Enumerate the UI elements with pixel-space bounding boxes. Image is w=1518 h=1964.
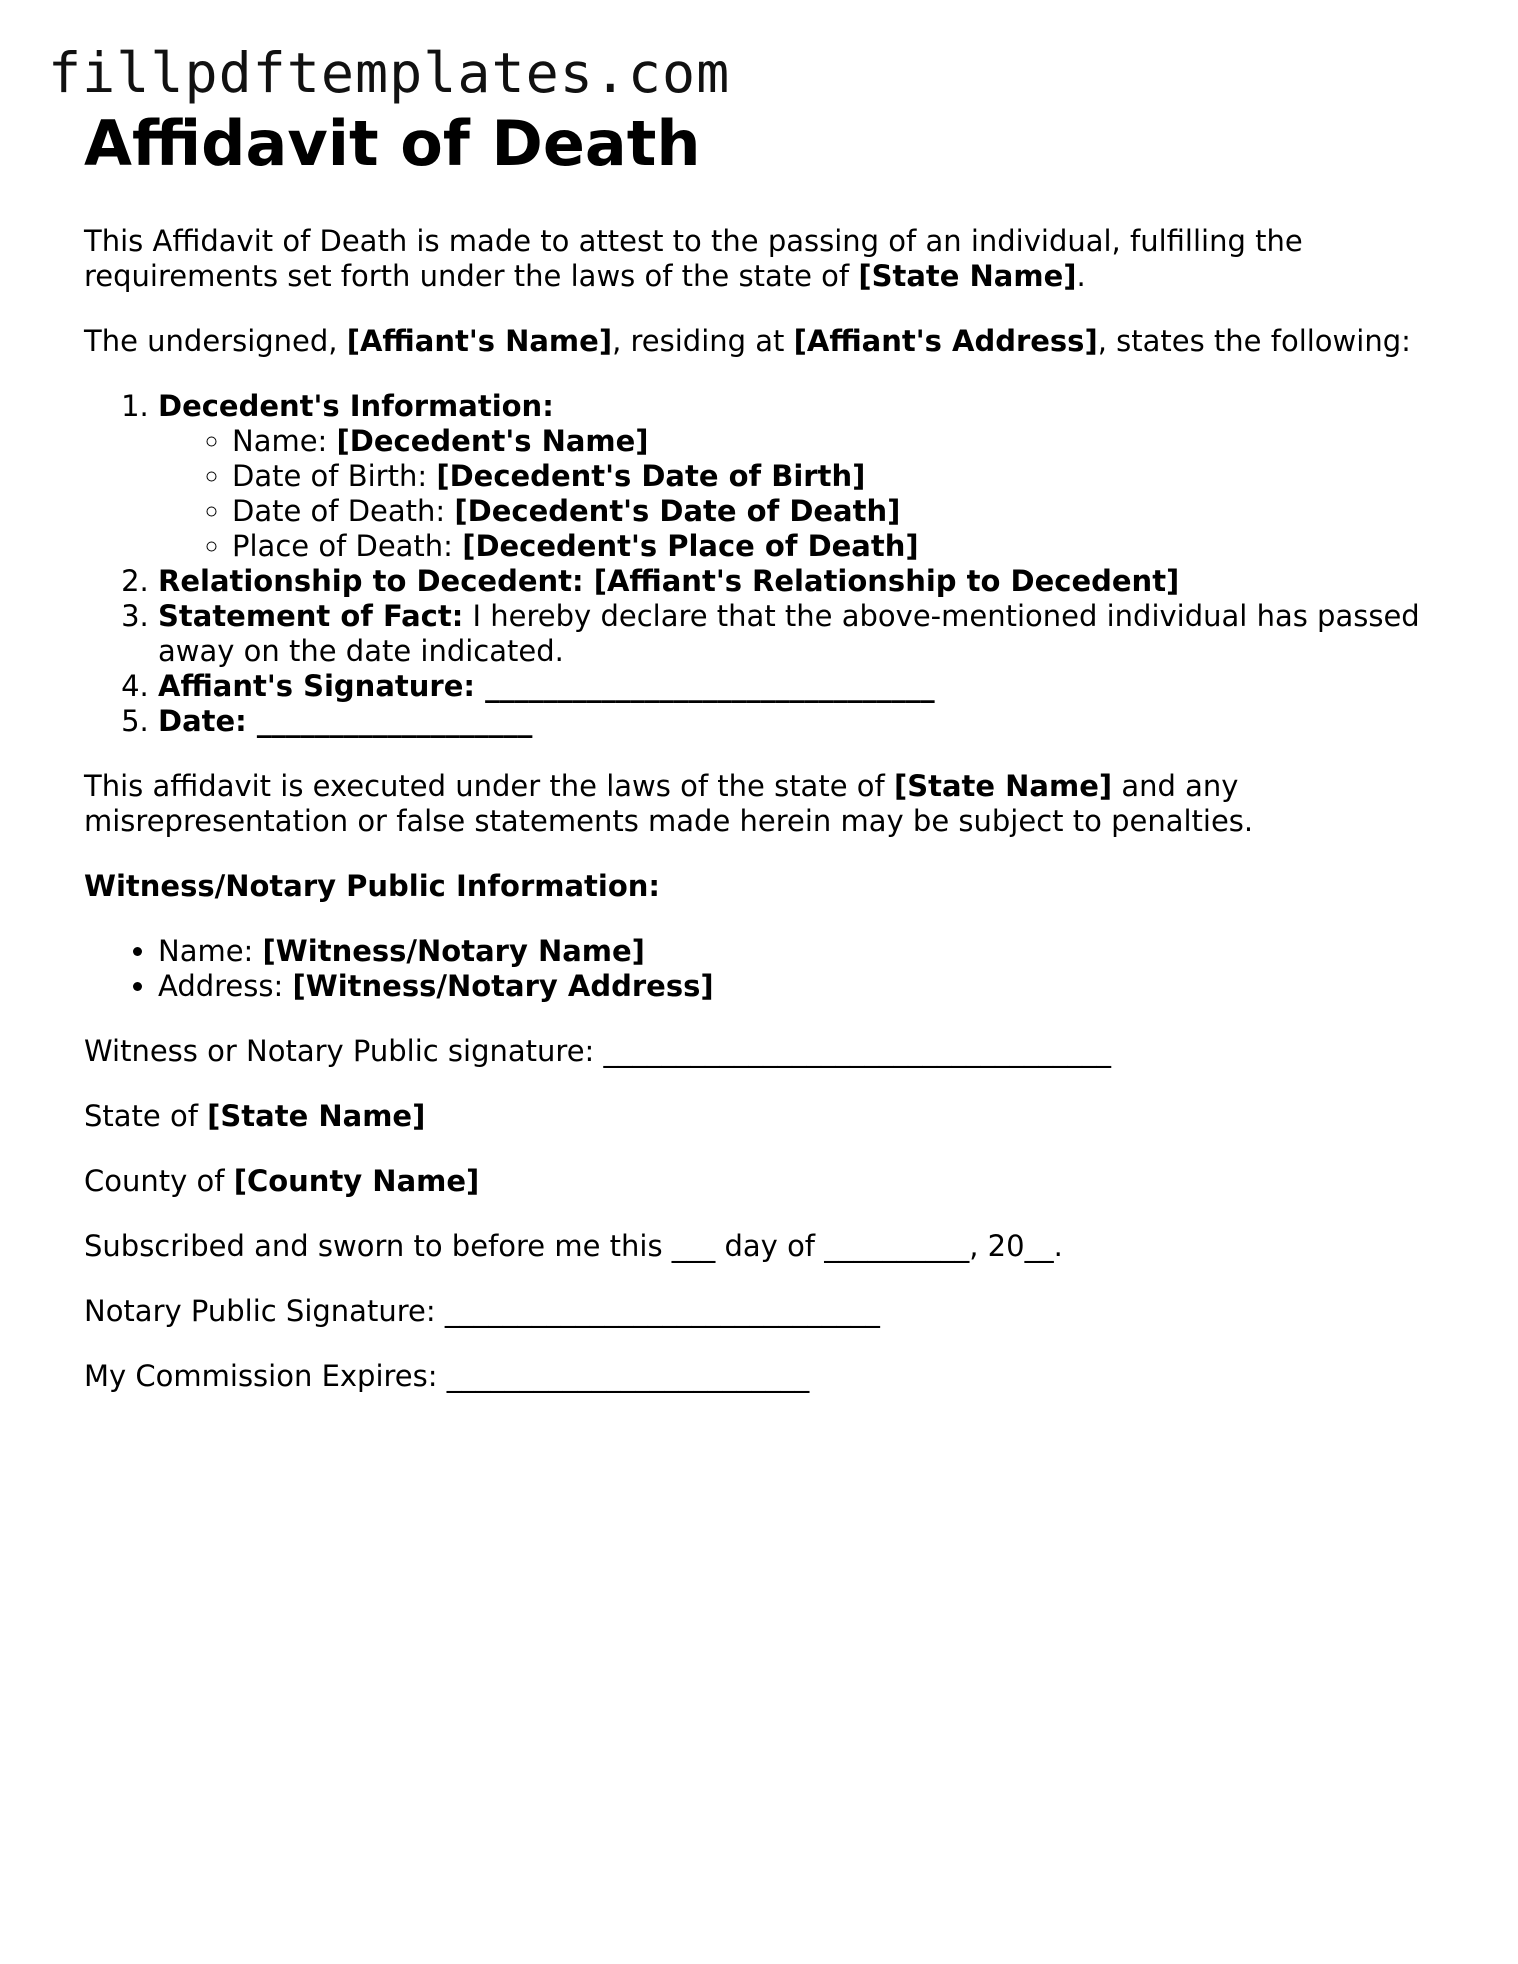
affiant-paragraph (84, 324, 1444, 359)
execution-state-placeholder: [State Name] (893, 769, 1113, 803)
affiant-name-placeholder: [Affiant's Name] (346, 324, 613, 358)
affiant-suffix: , states the following: (1097, 324, 1411, 358)
page-title: Affidavit of Death (84, 107, 701, 180)
affiant-signature-line[interactable]: _______________________________ (485, 669, 935, 703)
list-item-date (158, 704, 1444, 739)
decedent-name-item (232, 424, 1444, 459)
affiant-signature-label: Affiant's Signature: (158, 669, 486, 703)
affiant-address-placeholder: [Affiant's Address] (793, 324, 1098, 358)
intro-paragraph (84, 224, 1444, 294)
witness-name-placeholder: [Witness/Notary Name] (262, 934, 645, 968)
state-row (84, 1099, 1444, 1134)
decedent-dob-label: Date of Birth: (232, 459, 437, 493)
execution-text: This affidavit is executed under the laws of the state of (84, 769, 894, 803)
witness-name-label: Name: (158, 934, 263, 968)
decedent-pod-label: Place of Death: (232, 529, 463, 563)
county-row (84, 1164, 1444, 1199)
witness-address-item (158, 969, 1444, 1004)
decedent-info-sublist (158, 424, 1444, 564)
decedent-name-label: Name: (232, 424, 337, 458)
relationship-placeholder: [Affiant's Relationship to Decedent] (593, 564, 1180, 598)
state-label: State of (84, 1099, 208, 1133)
witness-name-item (158, 934, 1444, 969)
affiant-prefix: The undersigned, (84, 324, 347, 358)
decedent-pod-placeholder: [Decedent's Place of Death] (462, 529, 919, 563)
commission-row (84, 1359, 1444, 1394)
watermark-text: fillpdftemplates.com (48, 41, 731, 105)
decedent-dob-placeholder: [Decedent's Date of Birth] (436, 459, 866, 493)
affidavit-document (84, 108, 1444, 1424)
notary-signature-line[interactable]: ______________________________ (444, 1294, 880, 1328)
date-label: Date: (158, 704, 257, 738)
numbered-statement-list (84, 389, 1444, 739)
decedent-info-label: Decedent's Information: (158, 389, 554, 423)
witness-info-list (84, 934, 1444, 1004)
decedent-dod-label: Date of Death: (232, 494, 455, 528)
execution-end: and any misrepresentation or false statements made herein may be subject to penalties. (84, 769, 1254, 838)
affiant-mid: , residing at (612, 324, 794, 358)
witness-heading (84, 869, 1444, 904)
witness-signature-line[interactable]: ___________________________________ (603, 1034, 1112, 1068)
notary-signature-row (84, 1294, 1444, 1329)
sworn-statement: Subscribed and sworn to before me this ___ day of __________, 20__. (84, 1229, 1063, 1263)
witness-signature-row (84, 1034, 1444, 1069)
witness-heading-text: Witness/Notary Public Information: (84, 869, 661, 903)
decedent-dod-item (232, 494, 1444, 529)
decedent-pod-item (232, 529, 1444, 564)
commission-label: My Commission Expires: (84, 1359, 447, 1393)
witness-address-label: Address: (158, 969, 293, 1003)
state-placeholder: [State Name] (207, 1099, 426, 1133)
execution-paragraph (84, 769, 1444, 839)
decedent-dod-placeholder: [Decedent's Date of Death] (454, 494, 901, 528)
county-placeholder: [County Name] (233, 1164, 480, 1198)
intro-state-placeholder: [State Name] (858, 259, 1077, 293)
witness-signature-label: Witness or Notary Public signature: (84, 1034, 604, 1068)
intro-end: . (1076, 259, 1086, 293)
relationship-label: Relationship to Decedent: (158, 564, 594, 598)
county-label: County of (84, 1164, 234, 1198)
date-line[interactable]: ___________________ (256, 704, 533, 738)
statement-text: I hereby declare that the above-mentioned individual has passed away on the date indicated. (158, 599, 1420, 668)
list-item-affiant-signature (158, 669, 1444, 704)
list-item-decedent-info (158, 389, 1444, 564)
witness-address-placeholder: [Witness/Notary Address] (292, 969, 714, 1003)
decedent-dob-item (232, 459, 1444, 494)
commission-line[interactable]: _________________________ (446, 1359, 810, 1393)
notary-signature-label: Notary Public Signature: (84, 1294, 445, 1328)
decedent-name-placeholder: [Decedent's Name] (336, 424, 649, 458)
intro-text: This Affidavit of Death is made to attest to the passing of an individual, fulfilling the requirements set forth under the laws of the state of (84, 224, 1303, 293)
list-item-statement (158, 599, 1444, 669)
list-item-relationship (158, 564, 1444, 599)
statement-label: Statement of Fact: (158, 599, 464, 633)
